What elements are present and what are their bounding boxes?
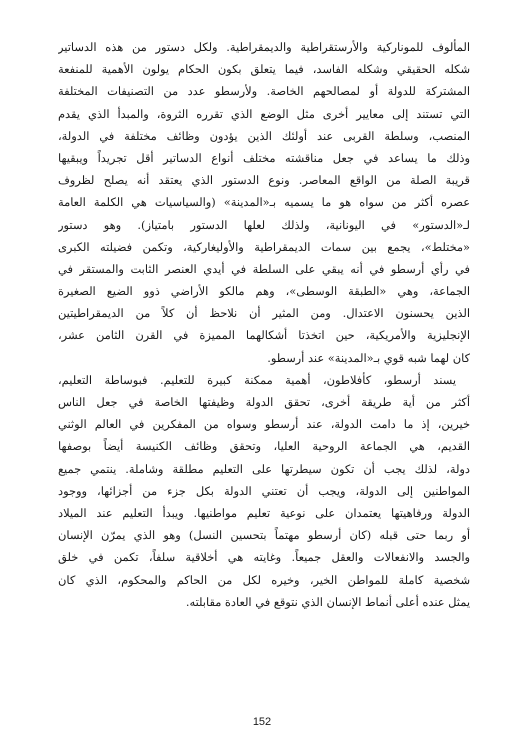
text-line: أو ربما حتى قبله (كان أرسطو مهتماً بتحسين النسل) وهو الذي يمرّن الإنسان [58,528,470,543]
text-line: دولة، لذلك يجب أن تكون سيطرتها على التعليم مطلقة وشاملة. ينتمي جميع [58,461,470,476]
page-number: 152 [252,716,272,728]
body-text [58,36,470,613]
text-line: الدولة ورفاهيتها يعتمدان على نوعية تعليم مواطنيها. ويبدأ التعليم عند الميلاد [58,505,470,520]
paragraph [58,36,470,369]
text-line: التي تستند إلى معايير أخرى مثل الوضع الذي تقرره الثروة، والمبدأ الذي يقدم [58,106,470,121]
text-line: الذين يحسنون الاعتدال. ومن المثير أن نلاحظ أن كلاً من الديمقراطيتين [58,306,470,321]
paragraph [58,369,470,613]
text-line: لـ«الدستور» في اليونانية، ولذلك لعلها الدستور بامتياز). وهو دستور [58,217,470,232]
text-line: شخصية كاملة للمواطن الخير، وخيره لكل من الحاكم والمحكوم، الذي كان [58,572,470,587]
text-line: كان لهما شبه قوي بـ«المدينة» عند أرسطو. [267,350,470,365]
text-line: المواطنين إلى الدولة، ويجب أن تعتني الدولة بكل جزء من أجزائها، ووجود [58,483,470,498]
text-line: وذلك ما يساعد في جعل مناقشته مختلف أنواع الدساتير أقل تجريداً ويبقيها [58,150,470,165]
text-line: أكثر من أية طريقة أخرى، تحقق الدولة وظيفتها الخاصة في جعل الناس [58,395,470,409]
text-line: عصره أكثر من سواه هو ما يسميه بـ«المدينة» (والسياسيات هي الكلمة العامة [58,195,470,210]
text-line: المألوف للموناركية والأرستقراطية والديمقراطية. ولكل دستور من هذه الدساتير [58,40,470,54]
text-line: القديم، هي الجماعة الروحية العليا، وتحقق وظائف الكنيسة أيضاً بوصفها [58,439,470,454]
text-line: المنصب، وسلطة القربى عند أولئك الذين يؤدون وظائف مختلفة في الدولة، [58,128,470,143]
text-line: قريبة الصلة من الواقع المعاصر. ونوع الدستور الذي يعتقد أنه يصلح لظروف [58,173,470,188]
text-line: الإنجليزية والأمريكية، حين اتخذتا أشكالهما المميزة في القرن الثامن عشر، [58,328,470,343]
text-line: يسند أرسطو، كأفلاطون، أهمية ممكنة كبيرة للتعليم. فبوساطة التعليم، [58,372,456,387]
text-line: يمثل عنده أعلى أنماط الإنسان الذي نتوقع في العادة مقابلته. [185,594,470,609]
text-line: المشتركة للدولة أو لمصالحهم الخاصة. ولأرسطو عدد من التصنيفات المختلفة [58,84,470,99]
text-line: «مختلط»، يجمع بين سمات الديمقراطية والأوليغاركية، وتكمن فضيلته الكبرى [58,239,470,254]
text-line: الجماعة، وهي «الطبقة الوسطى»، وهم مالكو الأراضي ذوو الضيع الصغيرة [58,284,470,299]
text-line: شكله الحقيقي وشكله الفاسد، فيما يتعلق بكون الحكام يولون الأهمية للمنفعة [58,62,470,77]
text-line: في رأي أرسطو في أنه يبقي على السلطة في أيدي العنصر الثابت والمستقر في [58,261,470,276]
text-line: خيرين، إذ ما دامت الدولة، عند أرسطو وسواه من المفكرين في العالم الوثني [58,417,470,432]
text-line: والجسد والانفعالات والعقل جميعاً. وغايته هي أخلاقية سلفاً، تكمن في خلق [58,550,470,565]
